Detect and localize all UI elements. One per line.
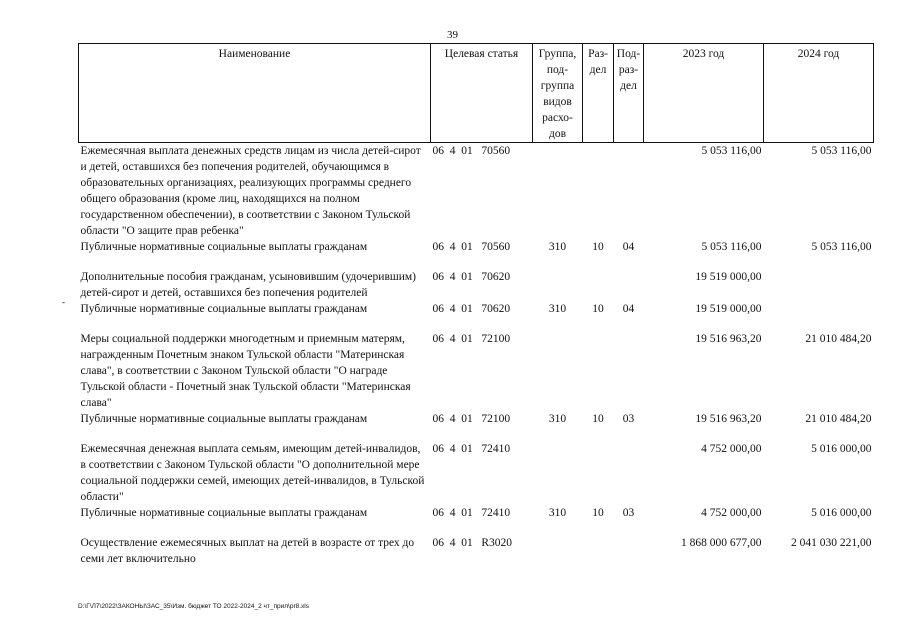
row-name: Ежемесячная выплата денежных средств лицам из числа детей-сирот и детей, оставшихся без попечения родителей, обучающимся в образовательных организациях, реализующих программы среднего общего образования (кроме лиц, находящихся на полном государственном обеспечении), в соответствии с Законом Тульской области "О защите прав ребенка" [80,145,421,237]
table-row [79,331,874,411]
header-2023: 2023 год [644,44,764,143]
row-spacer-cell [79,255,874,269]
row-subsection: 04 [622,241,635,253]
row-group: 310 [548,303,567,315]
row-spacer-cell [79,317,874,331]
row-target-code: 06 4 01 72100 [432,333,511,345]
row-section [583,535,614,567]
row-amount-2024: 5 016 000,00 [811,507,872,519]
row-section [583,269,614,301]
row-section: 10 [592,507,604,519]
row-subsection: 03 [622,507,635,519]
row-section [583,331,614,411]
header-group: Группа, под- группа видов расхо- дов [533,44,583,143]
row-group [533,331,583,411]
row-subsection [614,441,644,505]
row-group [533,269,583,301]
table-body [79,143,874,568]
row-subsection [614,331,644,411]
header-2024: 2024 год [764,44,874,143]
header-target: Целевая статья [431,44,533,143]
row-amount-2023: 19 519 000,00 [695,271,762,283]
row-group [533,535,583,567]
table-row [79,411,874,427]
row-group [533,441,583,505]
row-amount-2023: 19 519 000,00 [695,303,762,315]
table-header-row [79,44,874,143]
row-name: Публичные нормативные социальные выплаты гражданам [80,303,368,315]
table-row [79,505,874,521]
row-name: Ежемесячная денежная выплата семьям, имеющим детей-инвалидов, в соответствии с Законом Тульской области "О дополнительной мере социальной поддержки семей, имеющих детей-инвалидов, в Тульской области" [80,443,425,503]
row-target-code: 06 4 01 70620 [432,271,511,283]
row-amount-2024: 5 016 000,00 [811,443,872,455]
page-number: 39 [447,29,458,41]
row-name: Публичные нормативные социальные выплаты гражданам [80,507,368,519]
header-subsection: Под- раз- дел [614,44,644,143]
row-section [583,441,614,505]
row-group: 310 [548,241,567,253]
row-section [583,143,614,240]
row-amount-2024 [764,301,874,317]
row-name: Осуществление ежемесячных выплат на детей в возрасте от трех до семи лет включительно [80,537,415,565]
table-row [79,269,874,301]
row-amount-2023: 19 516 963,20 [695,333,762,345]
row-group: 310 [548,507,567,519]
row-target-code: 06 4 01 70620 [432,303,511,315]
header-name: Наименование [79,44,431,143]
row-amount-2023: 5 053 116,00 [701,145,762,157]
row-target-code: 06 4 01 72410 [432,443,511,455]
row-group: 310 [548,413,567,425]
row-amount-2024: 21 010 484,20 [805,413,872,425]
row-amount-2024: 5 053 116,00 [811,145,872,157]
row-amount-2024: 2 041 030 221,00 [791,537,872,549]
table-row [79,441,874,505]
row-name: Публичные нормативные социальные выплаты гражданам [80,241,368,253]
table-row [79,301,874,317]
footer-file-path: D:\Г\Л7\2022\ЗАКОНЫ\ЗАС_35\Изм. бюджет ТО 2022-2024_2 чт_прил\pr8.xls [78,603,309,610]
row-amount-2023: 1 868 000 677,00 [681,537,762,549]
row-amount-2024: 21 010 484,20 [805,333,872,345]
row-amount-2024 [764,269,874,301]
row-spacer-cell [79,427,874,441]
row-target-code: 06 4 01 70560 [432,241,511,253]
row-spacer-cell [79,521,874,535]
row-subsection: 04 [622,303,635,315]
table-row [79,535,874,567]
row-target-code: 06 4 01 70560 [432,145,511,157]
row-subsection [614,269,644,301]
header-section: Раз- дел [583,44,614,143]
row-target-code: 06 4 01 72100 [432,413,511,425]
row-amount-2023: 19 516 963,20 [695,413,762,425]
row-amount-2023: 4 752 000,00 [701,507,762,519]
table-row [79,143,874,240]
row-amount-2023: 4 752 000,00 [701,443,762,455]
row-name: Публичные нормативные социальные выплаты гражданам [80,413,368,425]
row-section: 10 [592,241,604,253]
row-target-code: 06 4 01 72410 [432,507,511,519]
row-subsection [614,143,644,240]
row-section: 10 [592,303,604,315]
row-section: 10 [592,413,604,425]
table-row [79,239,874,255]
margin-mark: ‑ [62,297,65,307]
row-spacer [79,521,874,535]
row-spacer [79,317,874,331]
row-subsection: 03 [622,413,635,425]
row-amount-2024: 5 053 116,00 [811,241,872,253]
row-amount-2023: 5 053 116,00 [701,241,762,253]
row-spacer [79,255,874,269]
row-name: Дополнительные пособия гражданам, усыновившим (удочерившим) детей-сирот и детей, оставшихся без попечения родителей [80,271,416,299]
budget-table [78,43,874,567]
row-name: Меры социальной поддержки многодетным и приемным матерям, награжденным Почетным знаком Тульской области "Материнская слава", в соответствии с Законом Тульской области "О награде Тульской области - Почетный знак Тульской области "Материнская слава" [80,333,411,409]
row-group [533,143,583,240]
row-target-code: 06 4 01 R3020 [432,537,513,549]
row-spacer [79,427,874,441]
row-subsection [614,535,644,567]
